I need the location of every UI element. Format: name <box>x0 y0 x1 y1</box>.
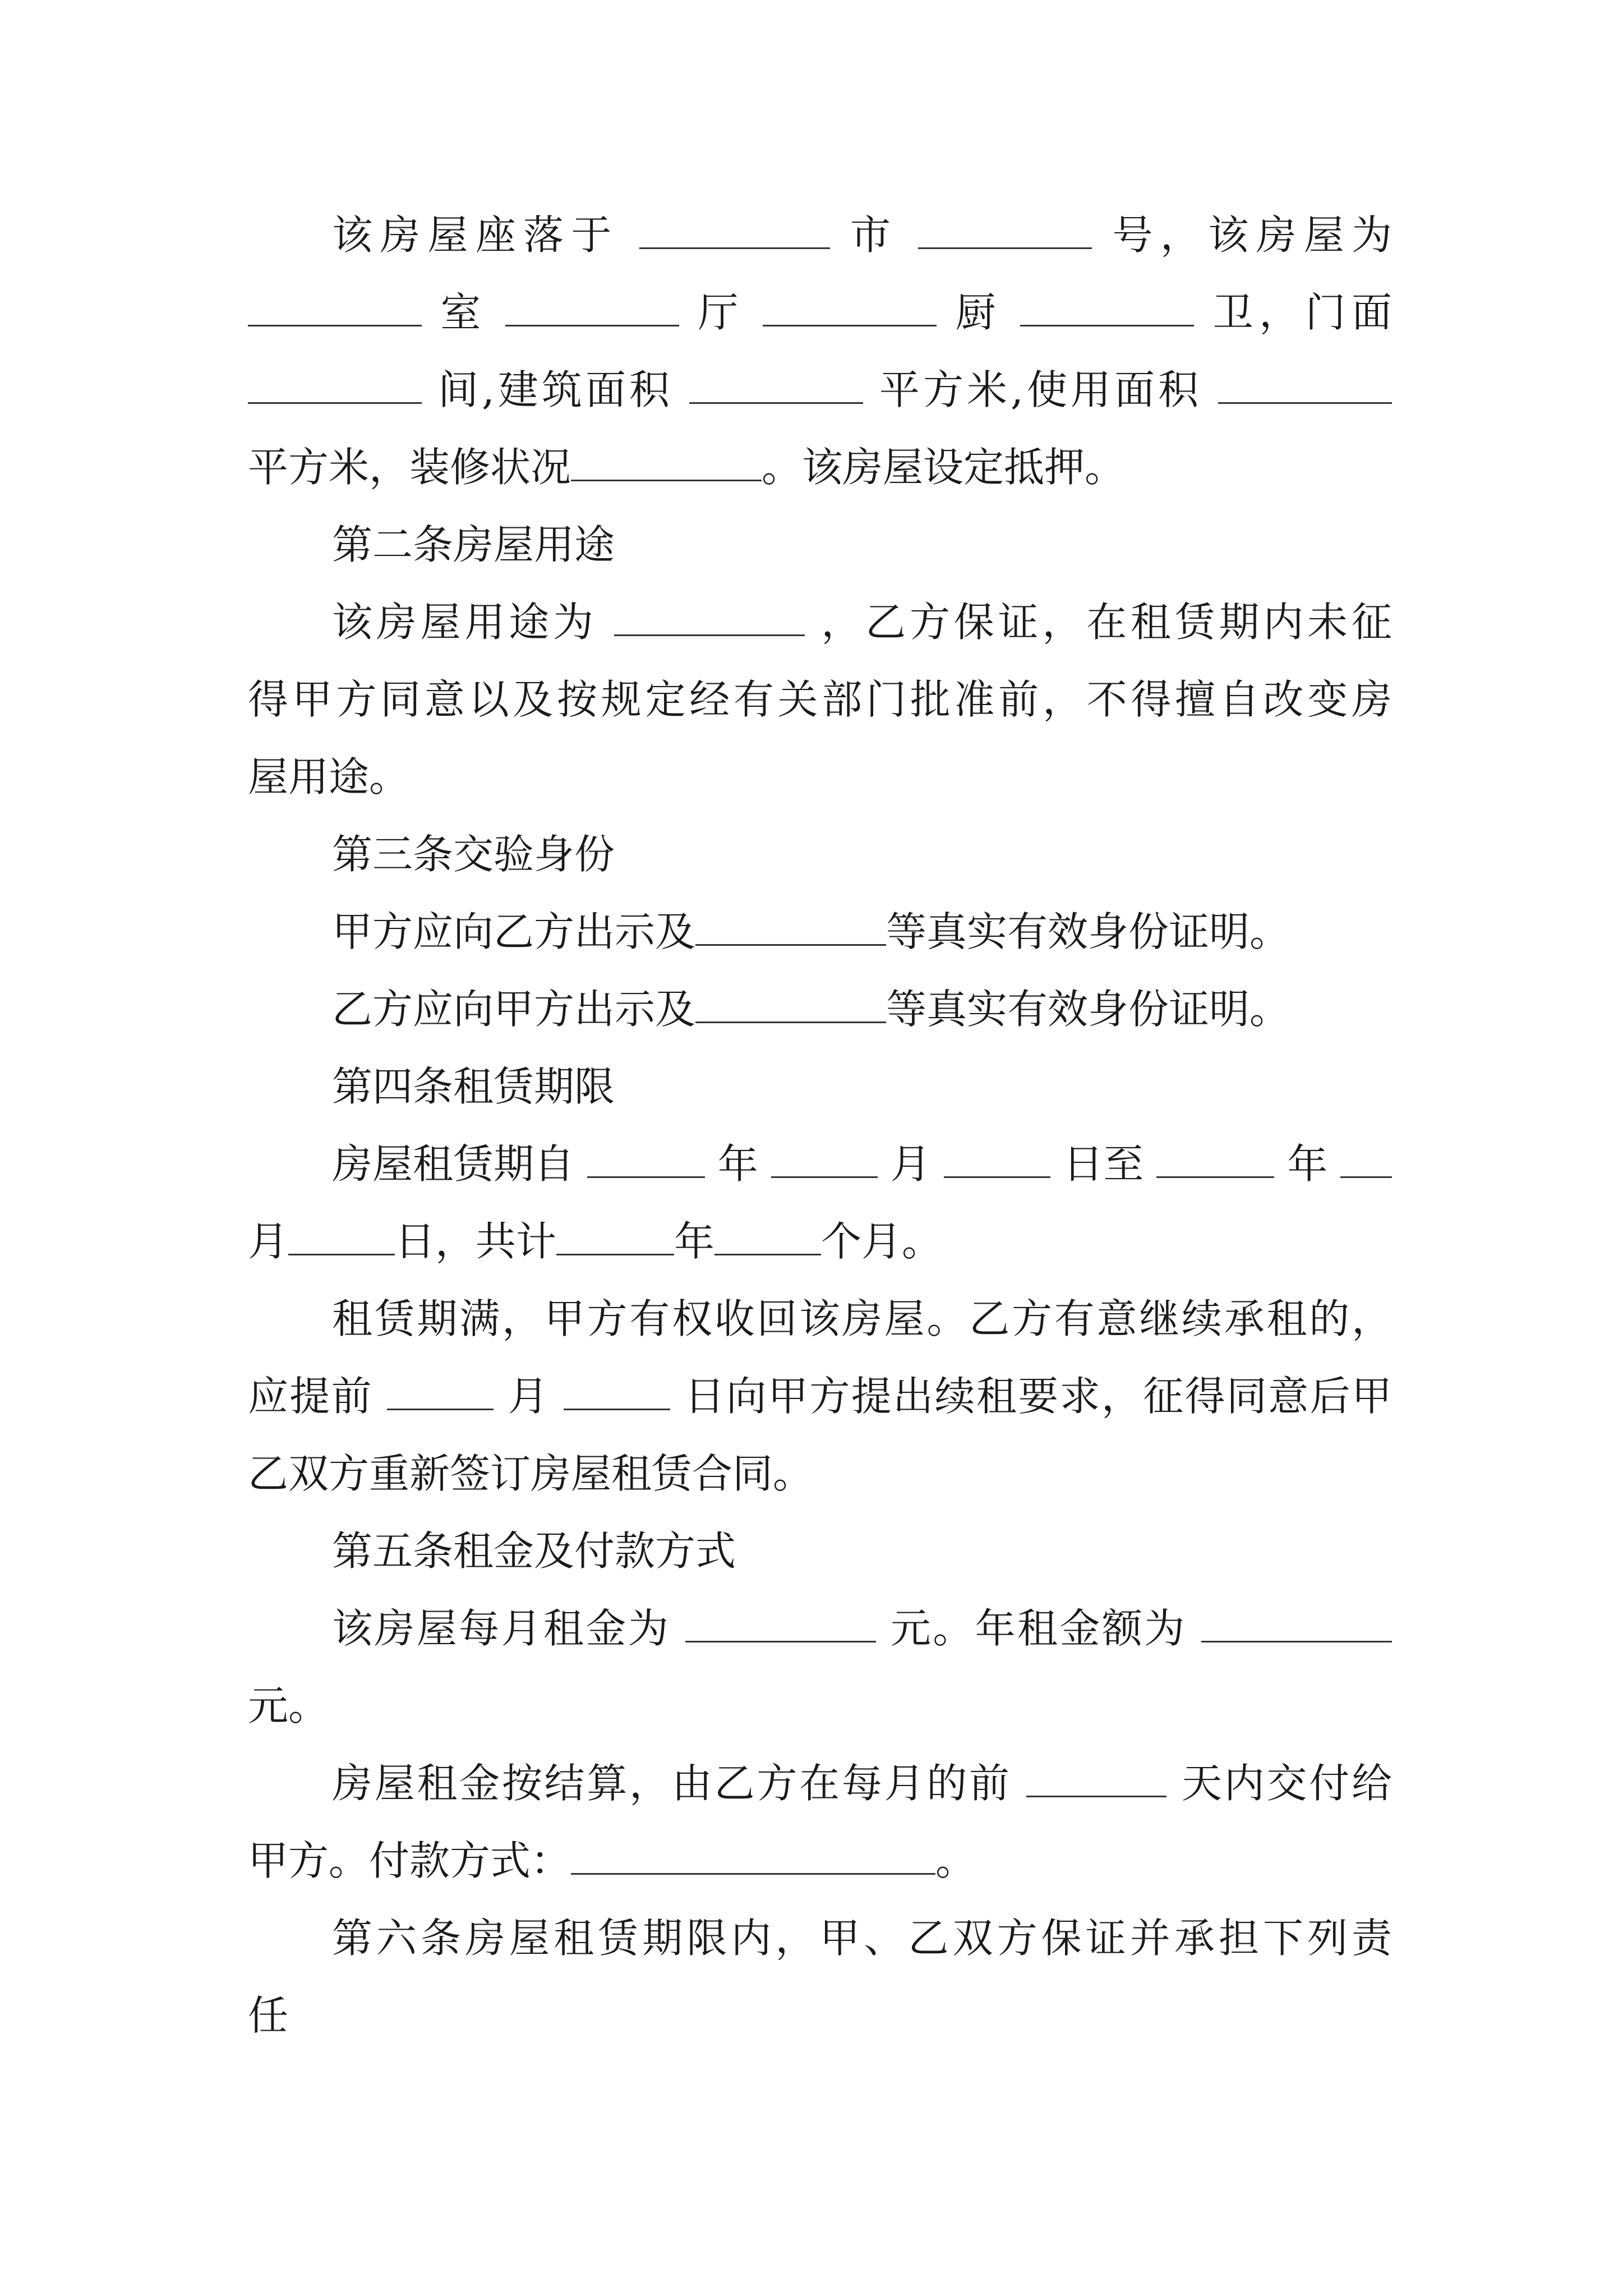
blank-field <box>1218 358 1392 404</box>
contract-page <box>248 196 1392 2054</box>
article5-heading: 第五条租金及付款方式 <box>332 1527 736 1575</box>
text-segment: 等真实有效身份证明。 <box>886 986 1290 1033</box>
article2-line-3: 屋用途。 <box>248 753 410 800</box>
article3-heading: 第三条交验身份 <box>332 831 615 878</box>
blank-field <box>944 1133 1050 1178</box>
blank-field <box>248 281 422 326</box>
text-segment: 月 <box>248 1218 289 1265</box>
text-segment: 年 <box>1287 1140 1328 1188</box>
text-segment: 。 <box>935 1837 976 1884</box>
blank-field <box>248 358 422 404</box>
text-segment: 厨 <box>955 289 1002 336</box>
article2-line-2: 得甲方同意以及按规定经有关部门批准前，不得擅自改变房 <box>248 676 1392 723</box>
article4-para2-line-2 <box>248 1358 1392 1435</box>
article5-para2-line-1 <box>248 1745 1392 1822</box>
text-segment: 平方米,使用面积 <box>879 366 1202 413</box>
text-segment: 日，共计 <box>395 1218 557 1265</box>
blank-field <box>387 1365 494 1410</box>
blank-field <box>556 1210 674 1255</box>
text-segment: 日向甲方提出续租要求，征得同意后甲 <box>684 1373 1392 1420</box>
text-segment: 该房屋座落于 <box>332 211 619 259</box>
text-segment: 房屋租赁期自 <box>332 1140 575 1188</box>
article1-line-2 <box>248 274 1392 351</box>
article6-line-2: 任 <box>248 1992 289 2039</box>
blank-field <box>587 1133 705 1178</box>
blank-field <box>763 281 937 326</box>
text-segment: 间,建筑面积 <box>437 366 674 413</box>
blank-field <box>571 1829 935 1875</box>
text-segment: 卫，门面 <box>1212 289 1392 336</box>
blank-field <box>639 204 830 249</box>
article1-line-1 <box>248 196 1392 274</box>
article4-heading: 第四条租赁期限 <box>332 1063 615 1110</box>
article4-line-1 <box>248 1125 1392 1203</box>
text-segment: 甲方应向乙方出示及 <box>332 908 696 955</box>
blank-field <box>695 978 886 1023</box>
blank-field <box>685 1597 876 1642</box>
blank-field <box>1156 1133 1274 1178</box>
article5-para2-line-2 <box>248 1822 1392 1899</box>
blank-field <box>505 281 679 326</box>
text-segment: 号，该房屋为 <box>1112 211 1392 259</box>
article4-para2-line-3: 乙双方重新签订房屋租赁合同。 <box>248 1450 814 1497</box>
article1-line-4 <box>248 429 1392 506</box>
text-segment: 甲方。付款方式： <box>248 1837 571 1884</box>
blank-field <box>564 1365 670 1410</box>
text-segment: 厅 <box>698 289 744 336</box>
text-segment: ，乙方保证，在租赁期内未征 <box>821 599 1392 646</box>
article3-line-1 <box>248 893 1392 970</box>
text-segment: 年 <box>717 1140 758 1188</box>
text-segment: 个月。 <box>821 1218 943 1265</box>
text-segment: 平方米，装修状况 <box>248 444 571 491</box>
blank-field <box>771 1133 878 1178</box>
article3-line-2 <box>248 970 1392 1048</box>
text-segment: 年 <box>674 1218 715 1265</box>
blank-field <box>288 1210 395 1255</box>
article4-line-2 <box>248 1203 1392 1280</box>
blank-field <box>1340 1133 1392 1178</box>
blank-field <box>714 1210 821 1255</box>
blank-field <box>1026 1752 1166 1797</box>
text-segment: 等真实有效身份证明。 <box>886 908 1290 955</box>
blank-field <box>1020 281 1194 326</box>
article4-para2-line-1: 租赁期满，甲方有权收回该房屋。乙方有意继续承租的， <box>332 1295 1392 1342</box>
blank-field <box>918 204 1092 249</box>
text-segment: 该房屋用途为 <box>332 599 597 646</box>
text-segment: 房屋租金按结算，由乙方在每月的前 <box>332 1760 1012 1807</box>
article1-line-3 <box>248 351 1392 429</box>
text-segment: 市 <box>850 211 898 259</box>
article5-line-2: 元。 <box>248 1682 329 1729</box>
text-segment: 室 <box>440 289 487 336</box>
article5-line-1 <box>248 1590 1392 1667</box>
article2-heading: 第二条房屋用途 <box>332 521 615 568</box>
text-segment: 应提前 <box>248 1373 374 1420</box>
text-segment: 月 <box>890 1140 931 1188</box>
text-segment: 该房屋每月租金为 <box>332 1605 671 1652</box>
blank-field <box>695 900 886 946</box>
article2-line-1 <box>248 583 1392 661</box>
article6-line-1: 第六条房屋租赁期限内，甲、乙双方保证并承担下列责 <box>332 1915 1392 1962</box>
text-segment: 天内交付给 <box>1182 1760 1392 1807</box>
blank-field <box>689 358 863 404</box>
text-segment: 元。年租金额为 <box>890 1605 1187 1652</box>
blank-field <box>571 436 762 481</box>
text-segment: 乙方应向甲方出示及 <box>332 986 696 1033</box>
text-segment: 月 <box>508 1373 550 1420</box>
blank-field <box>1201 1597 1392 1642</box>
text-segment: 。该房屋设定抵押。 <box>762 444 1126 491</box>
text-segment: 日至 <box>1063 1140 1144 1188</box>
blank-field <box>614 591 805 636</box>
